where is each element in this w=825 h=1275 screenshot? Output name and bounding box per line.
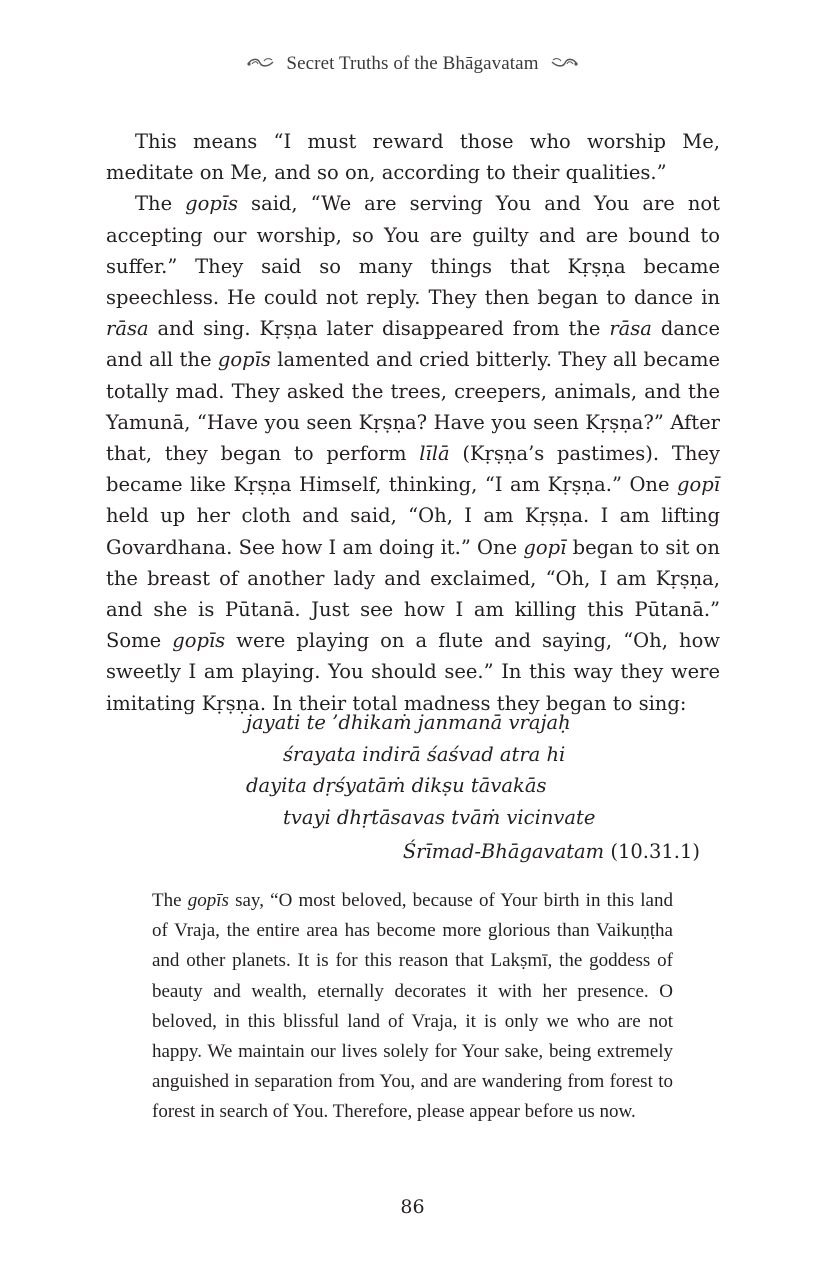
citation-source: Śrīmad-Bhāgavatam [402, 840, 605, 863]
citation-reference: (10.31.1) [604, 840, 700, 863]
text-run: The [152, 890, 188, 911]
italic-term: gopīs [217, 348, 271, 372]
verse-line: tvayi dhṛtāsavas tvāṁ vicinvate [283, 805, 596, 829]
body-paragraph [106, 126, 720, 188]
verse-translation [152, 886, 673, 1128]
text-run: lamented and cried bitterly. They all became totally mad. They asked the trees, creepers, animals, and the Yamunā, “Have you seen Kṛṣṇa? Have you seen Kṛṣṇa?” After that, they began to perform [106, 348, 721, 466]
translation-paragraph [152, 886, 673, 1128]
text-run: and sing. Kṛṣṇa later disappeared from the [148, 317, 610, 341]
italic-term: rāsa [609, 317, 652, 341]
body-paragraph [106, 188, 720, 718]
running-header [0, 53, 825, 75]
italic-term: gopīs [187, 890, 229, 911]
floral-ornament-icon [246, 56, 276, 70]
verse-line: śrayata indirā śaśvad atra hi [283, 742, 566, 766]
text-run: The [135, 192, 186, 216]
verse-citation [300, 836, 700, 868]
italic-term: līlā [419, 442, 450, 466]
italic-term: gopīs [172, 629, 226, 653]
text-run: were playing on a flute and saying, “Oh, how sweetly I am playing. You should see.” In this way they were imitating Kṛṣṇa. In their total madness they began to sing: [106, 629, 720, 715]
text-run: said, “We are serving You and You are not accepting our worship, so You are guilty and are bound to suffer.” They said so many things that Kṛṣṇa became speechless. He could not reply. They then began to dance in [106, 192, 720, 310]
header-title: Secret Truths of the Bhāgavatam [286, 53, 539, 74]
text-run: held up her cloth and said, “Oh, I am Kṛṣṇa. I am lifting Govardhana. See how I am doing it.” One [106, 504, 720, 559]
italic-term: gopī [523, 535, 567, 559]
text-run: (Kṛṣṇa’s pastimes). They became like Kṛṣṇa Himself, thinking, “I am Kṛṣṇa.” One [106, 442, 720, 497]
verse-line: jayati te ’dhikaṁ janmanā vrajaḥ [246, 711, 571, 734]
verse-line: dayita dṛśyatāṁ dikṣu tāvakās [246, 774, 547, 797]
sanskrit-verse [246, 707, 595, 833]
italic-term: gopī [677, 473, 720, 497]
italic-term: rāsa [106, 317, 149, 341]
page-number: 86 [400, 1196, 425, 1218]
text-run: This means “I must reward those who worship Me, meditate on Me, and so on, according to their qualities.” [106, 130, 720, 185]
main-text [106, 126, 720, 719]
text-run: dance and all the [106, 317, 720, 372]
text-run: say, “O most beloved, because of Your birth in this land of Vraja, the entire area has become more glorious than Vaikuṇṭha and other planets. It is for this reason that Lakṣmī, the goddess of beauty and wealth, eternally decorates it with her presence. O beloved, in this blissful land of Vraja, it is only we who are not happy. We maintain our lives solely for Your sake, being extremely anguished in separation from You, and are wandering from forest to forest in search of You. Therefore, please appear before us now. [152, 890, 673, 1123]
floral-ornament-icon [549, 56, 579, 70]
text-run: began to sit on the breast of another lady and exclaimed, “Oh, I am Kṛṣṇa, and she is Pūtanā. Just see how I am killing this Pūtanā.” Some [106, 535, 720, 653]
italic-term: gopīs [185, 192, 239, 216]
